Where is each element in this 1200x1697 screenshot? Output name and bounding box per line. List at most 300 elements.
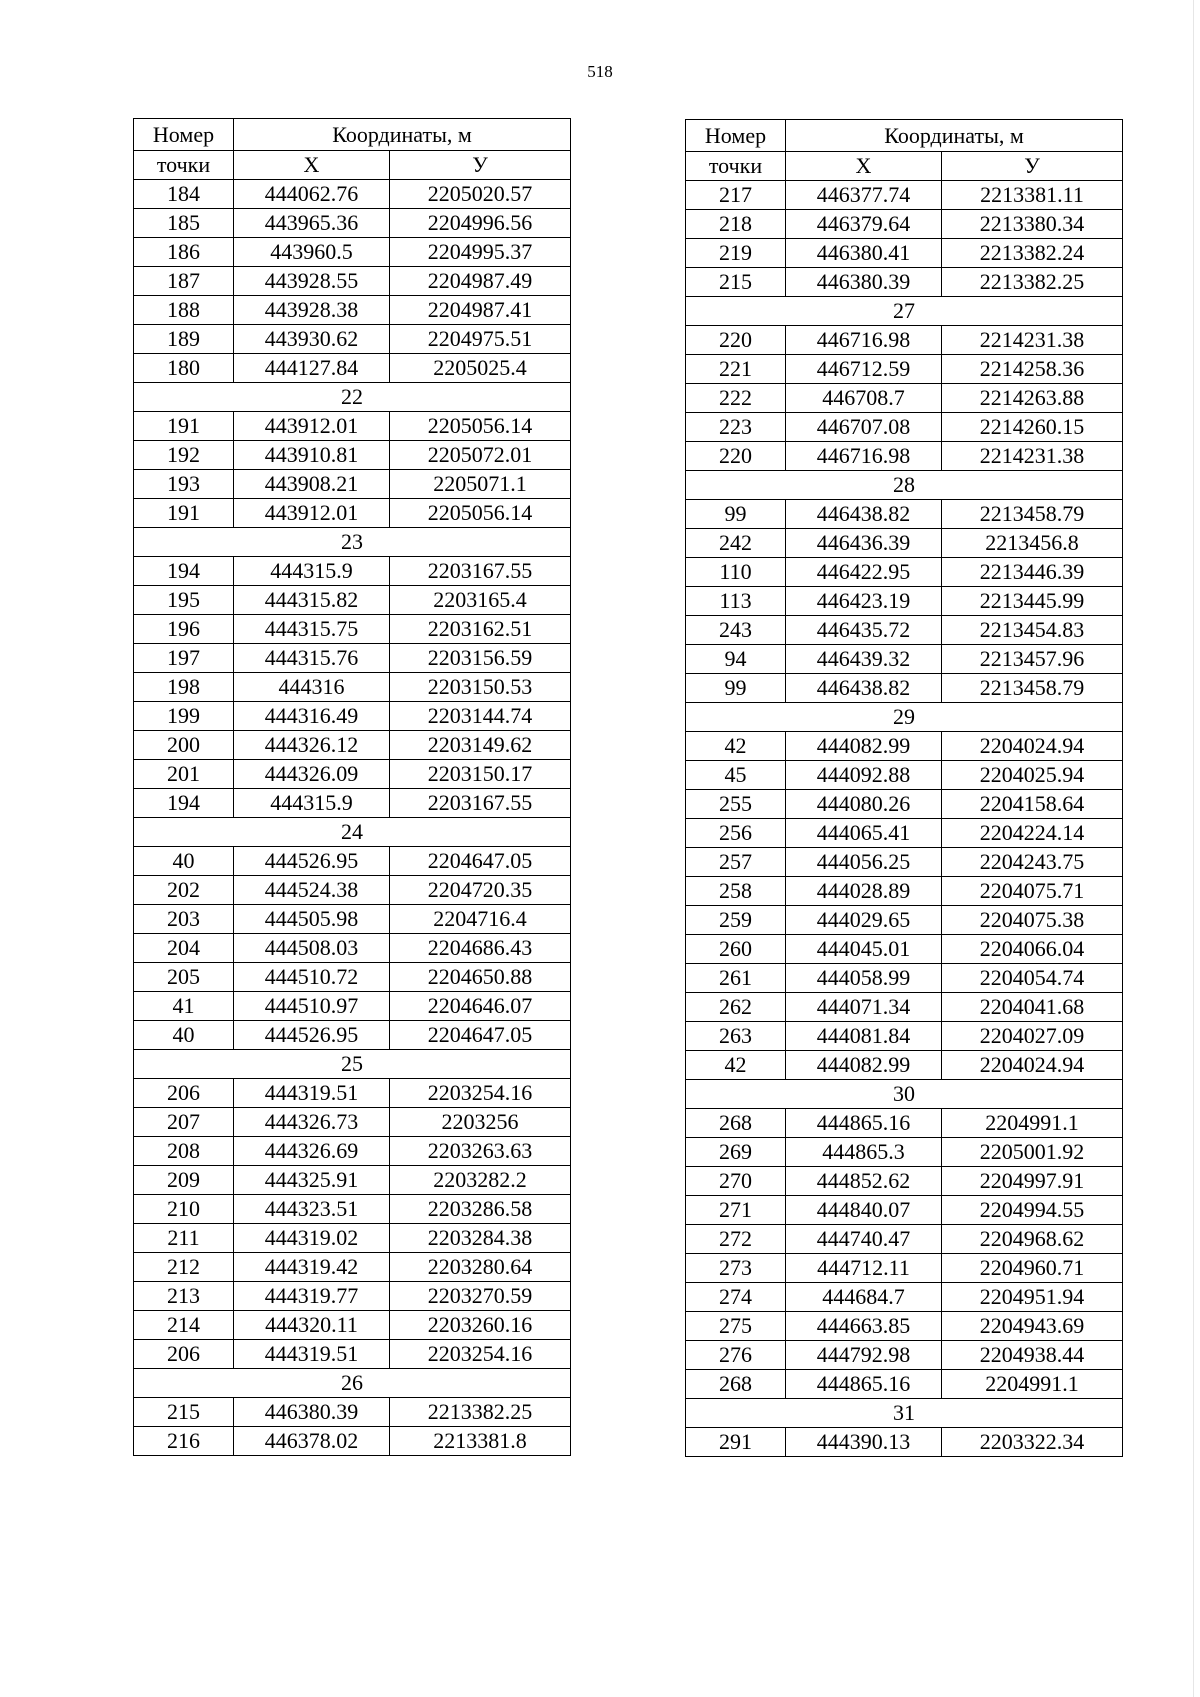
x-coordinate-cell: 444319.42 — [234, 1253, 390, 1282]
y-coordinate-cell: 2204024.94 — [942, 732, 1123, 761]
y-coordinate-cell: 2204158.64 — [942, 790, 1123, 819]
section-number: 22 — [134, 383, 571, 412]
y-coordinate-cell: 2203256 — [390, 1108, 571, 1137]
table-row — [134, 1021, 571, 1050]
table-row — [686, 790, 1123, 819]
x-coordinate-cell: 444712.11 — [786, 1254, 942, 1283]
table-row — [686, 355, 1123, 384]
point-number-cell: 268 — [686, 1109, 786, 1138]
y-coordinate-cell: 2204075.38 — [942, 906, 1123, 935]
x-coordinate-cell: 444028.89 — [786, 877, 942, 906]
table-row — [686, 761, 1123, 790]
section-number: 31 — [686, 1399, 1123, 1428]
point-number-cell: 218 — [686, 210, 786, 239]
y-coordinate-cell: 2204066.04 — [942, 935, 1123, 964]
section-row — [686, 703, 1123, 732]
x-coordinate-cell: 446380.39 — [786, 268, 942, 297]
table-row — [134, 180, 571, 209]
header-x: X — [786, 152, 942, 181]
table-row — [134, 238, 571, 267]
x-coordinate-cell: 446379.64 — [786, 210, 942, 239]
y-coordinate-cell: 2204987.49 — [390, 267, 571, 296]
x-coordinate-cell: 444316 — [234, 673, 390, 702]
table-row — [134, 1137, 571, 1166]
table-row — [686, 616, 1123, 645]
table-row — [686, 877, 1123, 906]
table-row — [134, 296, 571, 325]
x-coordinate-cell: 446708.7 — [786, 384, 942, 413]
x-coordinate-cell: 444508.03 — [234, 934, 390, 963]
table-row — [134, 992, 571, 1021]
y-coordinate-cell: 2204960.71 — [942, 1254, 1123, 1283]
table-body-right — [686, 181, 1123, 1457]
x-coordinate-cell: 446435.72 — [786, 616, 942, 645]
y-coordinate-cell: 2205025.4 — [390, 354, 571, 383]
table-row — [686, 558, 1123, 587]
section-row — [134, 1369, 571, 1398]
point-number-cell: 113 — [686, 587, 786, 616]
table-row — [686, 239, 1123, 268]
table-row — [686, 1341, 1123, 1370]
x-coordinate-cell: 443928.55 — [234, 267, 390, 296]
y-coordinate-cell: 2214263.88 — [942, 384, 1123, 413]
y-coordinate-cell: 2203282.2 — [390, 1166, 571, 1195]
table-row — [134, 1282, 571, 1311]
table-row — [686, 181, 1123, 210]
point-number-cell: 243 — [686, 616, 786, 645]
y-coordinate-cell: 2204650.88 — [390, 963, 571, 992]
y-coordinate-cell: 2213382.24 — [942, 239, 1123, 268]
y-coordinate-cell: 2204991.1 — [942, 1370, 1123, 1399]
point-number-cell: 270 — [686, 1167, 786, 1196]
y-coordinate-cell: 2204075.71 — [942, 877, 1123, 906]
point-number-cell: 269 — [686, 1138, 786, 1167]
x-coordinate-cell: 444082.99 — [786, 732, 942, 761]
y-coordinate-cell: 2203144.74 — [390, 702, 571, 731]
y-coordinate-cell: 2213381.11 — [942, 181, 1123, 210]
point-number-cell: 204 — [134, 934, 234, 963]
table-row — [686, 1283, 1123, 1312]
x-coordinate-cell: 444071.34 — [786, 993, 942, 1022]
x-coordinate-cell: 446716.98 — [786, 442, 942, 471]
x-coordinate-cell: 444315.82 — [234, 586, 390, 615]
header-point-number-top: Номер — [686, 120, 786, 152]
point-number-cell: 257 — [686, 848, 786, 877]
table-row — [686, 1225, 1123, 1254]
x-coordinate-cell: 444319.51 — [234, 1340, 390, 1369]
table-row — [686, 210, 1123, 239]
header-point-number-bottom: точки — [134, 151, 234, 180]
y-coordinate-cell: 2213380.34 — [942, 210, 1123, 239]
x-coordinate-cell: 443928.38 — [234, 296, 390, 325]
x-coordinate-cell: 444315.9 — [234, 789, 390, 818]
x-coordinate-cell: 444526.95 — [234, 1021, 390, 1050]
table-row — [134, 209, 571, 238]
x-coordinate-cell: 444029.65 — [786, 906, 942, 935]
table-row — [134, 673, 571, 702]
x-coordinate-cell: 443930.62 — [234, 325, 390, 354]
x-coordinate-cell: 444319.02 — [234, 1224, 390, 1253]
y-coordinate-cell: 2203254.16 — [390, 1340, 571, 1369]
x-coordinate-cell: 446712.59 — [786, 355, 942, 384]
point-number-cell: 215 — [134, 1398, 234, 1427]
point-number-cell: 212 — [134, 1253, 234, 1282]
x-coordinate-cell: 444045.01 — [786, 935, 942, 964]
y-coordinate-cell: 2204997.91 — [942, 1167, 1123, 1196]
table-row — [134, 934, 571, 963]
x-coordinate-cell: 444740.47 — [786, 1225, 942, 1254]
table-row — [134, 441, 571, 470]
y-coordinate-cell: 2214258.36 — [942, 355, 1123, 384]
y-coordinate-cell: 2204243.75 — [942, 848, 1123, 877]
section-row — [686, 1399, 1123, 1428]
y-coordinate-cell: 2204646.07 — [390, 992, 571, 1021]
point-number-cell: 223 — [686, 413, 786, 442]
table-row — [686, 1109, 1123, 1138]
point-number-cell: 99 — [686, 674, 786, 703]
point-number-cell: 188 — [134, 296, 234, 325]
table-row — [134, 1427, 571, 1456]
point-number-cell: 189 — [134, 325, 234, 354]
point-number-cell: 195 — [134, 586, 234, 615]
header-y: У — [390, 151, 571, 180]
coordinates-table-right — [685, 119, 1123, 1457]
table-row — [686, 1370, 1123, 1399]
table-row — [686, 1167, 1123, 1196]
table-row — [134, 615, 571, 644]
y-coordinate-cell: 2213456.8 — [942, 529, 1123, 558]
table-row — [134, 876, 571, 905]
point-number-cell: 186 — [134, 238, 234, 267]
point-number-cell: 273 — [686, 1254, 786, 1283]
x-coordinate-cell: 444320.11 — [234, 1311, 390, 1340]
point-number-cell: 272 — [686, 1225, 786, 1254]
x-coordinate-cell: 444852.62 — [786, 1167, 942, 1196]
y-coordinate-cell: 2203167.55 — [390, 789, 571, 818]
y-coordinate-cell: 2213382.25 — [390, 1398, 571, 1427]
point-number-cell: 202 — [134, 876, 234, 905]
point-number-cell: 209 — [134, 1166, 234, 1195]
point-number-cell: 40 — [134, 1021, 234, 1050]
point-number-cell: 99 — [686, 500, 786, 529]
table-row — [134, 354, 571, 383]
point-number-cell: 220 — [686, 442, 786, 471]
x-coordinate-cell: 446378.02 — [234, 1427, 390, 1456]
x-coordinate-cell: 444081.84 — [786, 1022, 942, 1051]
y-coordinate-cell: 2213454.83 — [942, 616, 1123, 645]
y-coordinate-cell: 2203150.53 — [390, 673, 571, 702]
x-coordinate-cell: 446716.98 — [786, 326, 942, 355]
y-coordinate-cell: 2203284.38 — [390, 1224, 571, 1253]
x-coordinate-cell: 444323.51 — [234, 1195, 390, 1224]
point-number-cell: 185 — [134, 209, 234, 238]
y-coordinate-cell: 2204224.14 — [942, 819, 1123, 848]
table-row — [134, 1311, 571, 1340]
point-number-cell: 193 — [134, 470, 234, 499]
y-coordinate-cell: 2204720.35 — [390, 876, 571, 905]
table-row — [134, 731, 571, 760]
y-coordinate-cell: 2205071.1 — [390, 470, 571, 499]
point-number-cell: 208 — [134, 1137, 234, 1166]
point-number-cell: 45 — [686, 761, 786, 790]
table-row — [134, 1108, 571, 1137]
point-number-cell: 220 — [686, 326, 786, 355]
table-row — [686, 674, 1123, 703]
x-coordinate-cell: 444865.3 — [786, 1138, 942, 1167]
y-coordinate-cell: 2205020.57 — [390, 180, 571, 209]
section-number: 28 — [686, 471, 1123, 500]
x-coordinate-cell: 444684.7 — [786, 1283, 942, 1312]
table-row — [134, 963, 571, 992]
table-row — [134, 325, 571, 354]
point-number-cell: 262 — [686, 993, 786, 1022]
table-row — [686, 1254, 1123, 1283]
x-coordinate-cell: 444865.16 — [786, 1109, 942, 1138]
y-coordinate-cell: 2204027.09 — [942, 1022, 1123, 1051]
y-coordinate-cell: 2203165.4 — [390, 586, 571, 615]
x-coordinate-cell: 444325.91 — [234, 1166, 390, 1195]
x-coordinate-cell: 444315.76 — [234, 644, 390, 673]
point-number-cell: 42 — [686, 1051, 786, 1080]
point-number-cell: 274 — [686, 1283, 786, 1312]
point-number-cell: 206 — [134, 1079, 234, 1108]
table-row — [134, 644, 571, 673]
y-coordinate-cell: 2203156.59 — [390, 644, 571, 673]
y-coordinate-cell: 2203150.17 — [390, 760, 571, 789]
point-number-cell: 196 — [134, 615, 234, 644]
point-number-cell: 206 — [134, 1340, 234, 1369]
table-row — [686, 964, 1123, 993]
table-row — [686, 500, 1123, 529]
x-coordinate-cell: 444316.49 — [234, 702, 390, 731]
header-coordinates: Координаты, м — [786, 120, 1123, 152]
y-coordinate-cell: 2204041.68 — [942, 993, 1123, 1022]
x-coordinate-cell: 444326.09 — [234, 760, 390, 789]
point-number-cell: 222 — [686, 384, 786, 413]
y-coordinate-cell: 2204987.41 — [390, 296, 571, 325]
table-row — [686, 268, 1123, 297]
y-coordinate-cell: 2203149.62 — [390, 731, 571, 760]
table-row — [686, 587, 1123, 616]
section-row — [134, 1050, 571, 1079]
y-coordinate-cell: 2213457.96 — [942, 645, 1123, 674]
point-number-cell: 199 — [134, 702, 234, 731]
y-coordinate-cell: 2213381.8 — [390, 1427, 571, 1456]
y-coordinate-cell: 2203286.58 — [390, 1195, 571, 1224]
x-coordinate-cell: 444390.13 — [786, 1428, 942, 1457]
table-row — [686, 384, 1123, 413]
x-coordinate-cell: 443908.21 — [234, 470, 390, 499]
y-coordinate-cell: 2203254.16 — [390, 1079, 571, 1108]
x-coordinate-cell: 444505.98 — [234, 905, 390, 934]
x-coordinate-cell: 444319.51 — [234, 1079, 390, 1108]
section-row — [134, 528, 571, 557]
y-coordinate-cell: 2204024.94 — [942, 1051, 1123, 1080]
table-row — [134, 1340, 571, 1369]
section-number: 30 — [686, 1080, 1123, 1109]
header-coordinates: Координаты, м — [234, 119, 571, 151]
table-row — [686, 645, 1123, 674]
page-edge-line — [1193, 0, 1194, 1697]
y-coordinate-cell: 2204995.37 — [390, 238, 571, 267]
table-row — [134, 557, 571, 586]
y-coordinate-cell: 2204647.05 — [390, 1021, 571, 1050]
point-number-cell: 215 — [686, 268, 786, 297]
x-coordinate-cell: 444082.99 — [786, 1051, 942, 1080]
y-coordinate-cell: 2204716.4 — [390, 905, 571, 934]
section-number: 29 — [686, 703, 1123, 732]
table-row — [134, 1195, 571, 1224]
header-point-number-top: Номер — [134, 119, 234, 151]
x-coordinate-cell: 443910.81 — [234, 441, 390, 470]
x-coordinate-cell: 444510.97 — [234, 992, 390, 1021]
point-number-cell: 40 — [134, 847, 234, 876]
section-number: 25 — [134, 1050, 571, 1079]
section-number: 26 — [134, 1369, 571, 1398]
table-row — [686, 819, 1123, 848]
x-coordinate-cell: 443912.01 — [234, 412, 390, 441]
table-row — [686, 326, 1123, 355]
x-coordinate-cell: 444065.41 — [786, 819, 942, 848]
section-number: 23 — [134, 528, 571, 557]
table-row — [134, 702, 571, 731]
section-row — [134, 383, 571, 412]
y-coordinate-cell: 2203322.34 — [942, 1428, 1123, 1457]
x-coordinate-cell: 444510.72 — [234, 963, 390, 992]
point-number-cell: 210 — [134, 1195, 234, 1224]
table-row — [134, 412, 571, 441]
point-number-cell: 214 — [134, 1311, 234, 1340]
x-coordinate-cell: 446439.32 — [786, 645, 942, 674]
section-row — [686, 1080, 1123, 1109]
table-row — [686, 1051, 1123, 1080]
point-number-cell: 260 — [686, 935, 786, 964]
y-coordinate-cell: 2204991.1 — [942, 1109, 1123, 1138]
point-number-cell: 94 — [686, 645, 786, 674]
y-coordinate-cell: 2203280.64 — [390, 1253, 571, 1282]
y-coordinate-cell: 2205072.01 — [390, 441, 571, 470]
point-number-cell: 200 — [134, 731, 234, 760]
table-row — [686, 1196, 1123, 1225]
section-number: 27 — [686, 297, 1123, 326]
y-coordinate-cell: 2205001.92 — [942, 1138, 1123, 1167]
point-number-cell: 194 — [134, 789, 234, 818]
x-coordinate-cell: 444326.12 — [234, 731, 390, 760]
point-number-cell: 198 — [134, 673, 234, 702]
point-number-cell: 276 — [686, 1341, 786, 1370]
table-row — [134, 499, 571, 528]
x-coordinate-cell: 444792.98 — [786, 1341, 942, 1370]
x-coordinate-cell: 446377.74 — [786, 181, 942, 210]
table-row — [134, 1079, 571, 1108]
section-row — [134, 818, 571, 847]
x-coordinate-cell: 444326.73 — [234, 1108, 390, 1137]
y-coordinate-cell: 2214231.38 — [942, 326, 1123, 355]
y-coordinate-cell: 2213445.99 — [942, 587, 1123, 616]
section-row — [686, 471, 1123, 500]
x-coordinate-cell: 446423.19 — [786, 587, 942, 616]
table-row — [134, 789, 571, 818]
x-coordinate-cell: 446707.08 — [786, 413, 942, 442]
y-coordinate-cell: 2203260.16 — [390, 1311, 571, 1340]
x-coordinate-cell: 443912.01 — [234, 499, 390, 528]
x-coordinate-cell: 443960.5 — [234, 238, 390, 267]
y-coordinate-cell: 2204943.69 — [942, 1312, 1123, 1341]
point-number-cell: 211 — [134, 1224, 234, 1253]
y-coordinate-cell: 2204054.74 — [942, 964, 1123, 993]
point-number-cell: 256 — [686, 819, 786, 848]
table-row — [686, 1022, 1123, 1051]
table-row — [134, 905, 571, 934]
table-row — [134, 760, 571, 789]
x-coordinate-cell: 444058.99 — [786, 964, 942, 993]
y-coordinate-cell: 2203167.55 — [390, 557, 571, 586]
table-row — [134, 586, 571, 615]
x-coordinate-cell: 444315.9 — [234, 557, 390, 586]
y-coordinate-cell: 2203263.63 — [390, 1137, 571, 1166]
section-row — [686, 297, 1123, 326]
point-number-cell: 180 — [134, 354, 234, 383]
x-coordinate-cell: 444663.85 — [786, 1312, 942, 1341]
header-point-number-bottom: точки — [686, 152, 786, 181]
point-number-cell: 221 — [686, 355, 786, 384]
point-number-cell: 242 — [686, 529, 786, 558]
x-coordinate-cell: 444865.16 — [786, 1370, 942, 1399]
y-coordinate-cell: 2205056.14 — [390, 499, 571, 528]
point-number-cell: 203 — [134, 905, 234, 934]
point-number-cell: 207 — [134, 1108, 234, 1137]
y-coordinate-cell: 2204975.51 — [390, 325, 571, 354]
table-row — [686, 1428, 1123, 1457]
point-number-cell: 259 — [686, 906, 786, 935]
y-coordinate-cell: 2213382.25 — [942, 268, 1123, 297]
y-coordinate-cell: 2204686.43 — [390, 934, 571, 963]
point-number-cell: 42 — [686, 732, 786, 761]
x-coordinate-cell: 446438.82 — [786, 674, 942, 703]
table-row — [134, 1398, 571, 1427]
table-row — [134, 1224, 571, 1253]
point-number-cell: 184 — [134, 180, 234, 209]
x-coordinate-cell: 443965.36 — [234, 209, 390, 238]
point-number-cell: 217 — [686, 181, 786, 210]
x-coordinate-cell: 444840.07 — [786, 1196, 942, 1225]
x-coordinate-cell: 446380.39 — [234, 1398, 390, 1427]
x-coordinate-cell: 446422.95 — [786, 558, 942, 587]
header-x: X — [234, 151, 390, 180]
point-number-cell: 201 — [134, 760, 234, 789]
table-row — [134, 267, 571, 296]
table-row — [686, 848, 1123, 877]
y-coordinate-cell: 2214231.38 — [942, 442, 1123, 471]
y-coordinate-cell: 2204938.44 — [942, 1341, 1123, 1370]
point-number-cell: 216 — [134, 1427, 234, 1456]
point-number-cell: 191 — [134, 412, 234, 441]
y-coordinate-cell: 2214260.15 — [942, 413, 1123, 442]
y-coordinate-cell: 2204025.94 — [942, 761, 1123, 790]
point-number-cell: 110 — [686, 558, 786, 587]
section-number: 24 — [134, 818, 571, 847]
y-coordinate-cell: 2213458.79 — [942, 674, 1123, 703]
y-coordinate-cell: 2213446.39 — [942, 558, 1123, 587]
point-number-cell: 194 — [134, 557, 234, 586]
table-row — [134, 1253, 571, 1282]
x-coordinate-cell: 444092.88 — [786, 761, 942, 790]
y-coordinate-cell: 2213458.79 — [942, 500, 1123, 529]
point-number-cell: 41 — [134, 992, 234, 1021]
x-coordinate-cell: 444056.25 — [786, 848, 942, 877]
table-row — [686, 1138, 1123, 1167]
x-coordinate-cell: 444526.95 — [234, 847, 390, 876]
